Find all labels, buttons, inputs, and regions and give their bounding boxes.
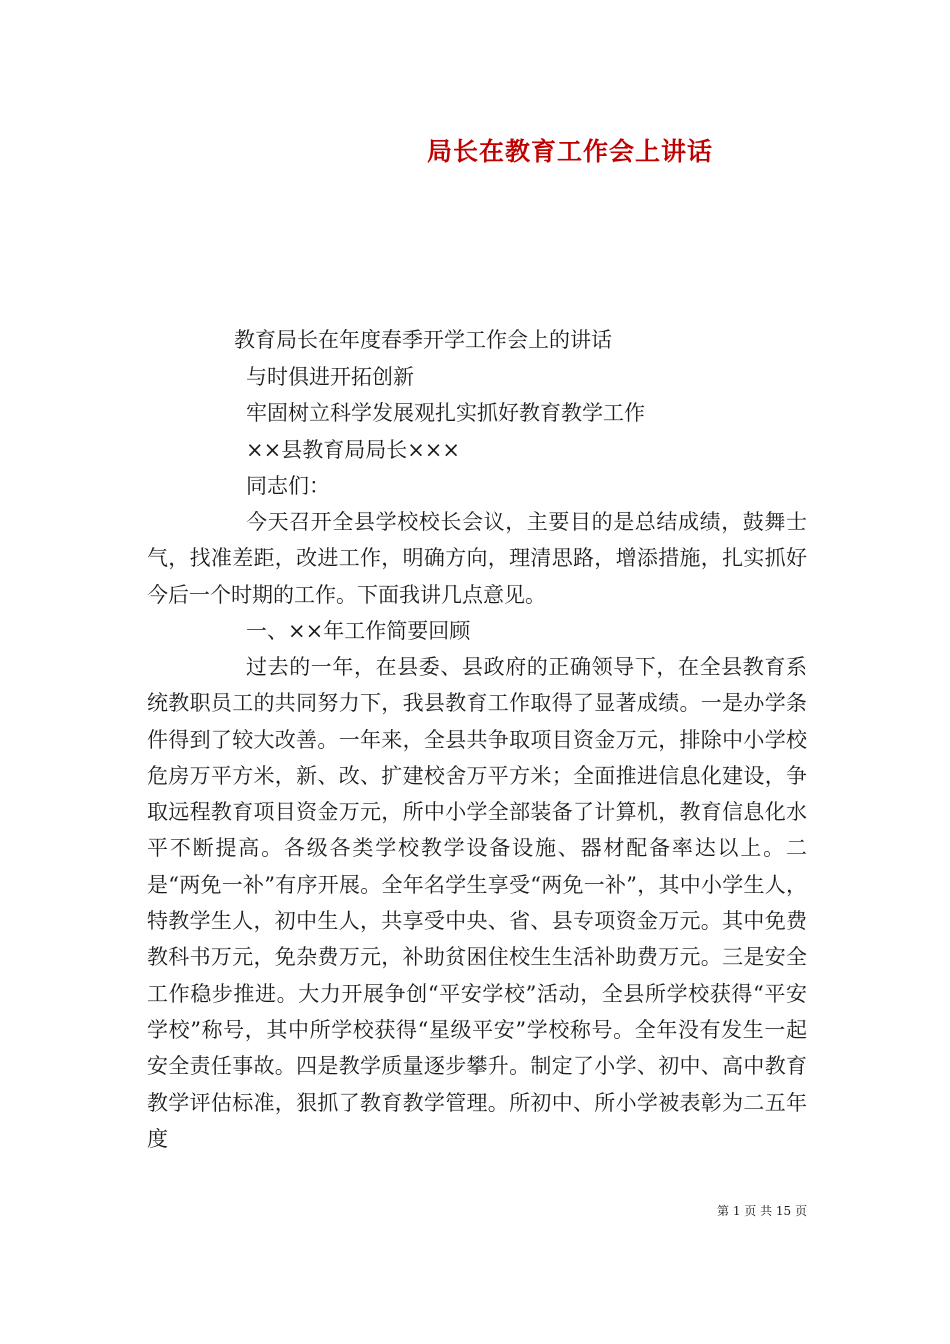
page-number: 第 1 页 共 15 页 xyxy=(717,1204,807,1218)
section-heading: 一、××年工作简要回顾 xyxy=(246,619,471,643)
speech-subtitle-1: 与时俱进开拓创新 xyxy=(246,365,414,389)
salutation: 同志们： xyxy=(246,474,330,498)
speaker-line: ××县教育局局长××× xyxy=(246,438,460,462)
paragraph-review: 过去的一年，在县委、县政府的正确领导下，在全县教育系统教职员工的共同努力下，我县教育工作取得了显著成绩。一是办学条件得到了较大改善。一年来，全县共争取项目资金万元，排除中小学校危房万平方米，新、改、扩建校舍万平方米；全面推进信息化建设，争取远程教育项目资金万元，所中小学全部装备了计算机，教育信息化水平不断提高。各级各类学校教学设备设施、器材配备率达以上。二是“两免一补”有序开展。全年名学生享受“两免一补”，其中小学生人，特教学生人，初中生人，共享受中央、省、县专项资金万元。其中免费教科书万元，免杂费万元，补助贫困住校生生活补助费万元。三是安全工作稳步推进。大力开展争创“平安学校”活动，全县所学校获得“平安学校”称号，其中所学校获得“星级平安”学校称号。全年没有发生一起安全责任事故。四是教学质量逐步攀升。制定了小学、初中、高中教育教学评估标准，狠抓了教育教学管理。所初中、所小学被表彰为二五年度 xyxy=(147,655,807,1151)
speech-subtitle-2: 牢固树立科学发展观扎实抓好教育教学工作 xyxy=(246,401,645,425)
page-title: 局长在教育工作会上讲话 xyxy=(426,137,713,166)
paragraph-intro: 今天召开全县学校校长会议，主要目的是总结成绩，鼓舞士气，找准差距，改进工作，明确方向，理清思路，增添措施，扎实抓好今后一个时期的工作。下面我讲几点意见。 xyxy=(147,510,807,607)
speech-title: 教育局长在年度春季开学工作会上的讲话 xyxy=(234,328,612,352)
